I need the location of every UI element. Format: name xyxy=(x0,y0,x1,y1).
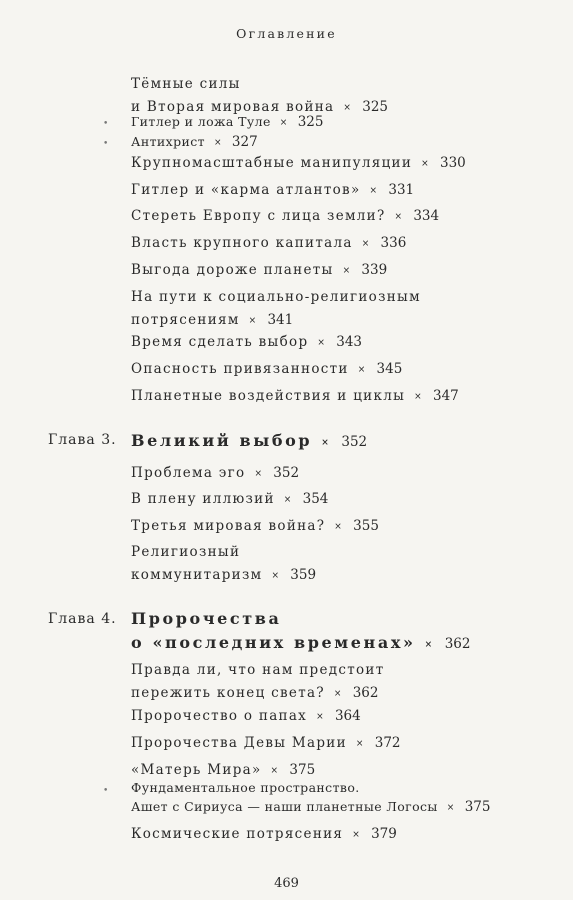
page-number: 362 xyxy=(352,685,379,701)
toc-entry: Тёмные силы и Вторая мировая война × 325 xyxy=(131,76,389,115)
page-number: 347 xyxy=(432,388,459,404)
page-number: 343 xyxy=(336,334,363,350)
toc-entry: Третья мировая война? × 355 xyxy=(131,518,379,534)
toc-entry: Религиозный коммунитаризм × 359 xyxy=(131,544,317,583)
toc-entry: Фундаментальное пространство. Ашет с Сириуса — наши планетные Логосы × 375 xyxy=(131,780,491,815)
toc-entry: Крупномасштабные манипуляции × 330 xyxy=(131,155,466,171)
page-number: 364 xyxy=(334,708,361,724)
toc-entry: Стереть Европу с лица земли? × 334 xyxy=(131,208,440,224)
page-number: 339 xyxy=(361,262,388,278)
page-number: 345 xyxy=(376,361,403,377)
toc-entry: Космические потрясения × 379 xyxy=(131,826,397,842)
bullet-marker: • xyxy=(103,119,109,129)
page-number: 372 xyxy=(374,735,401,751)
toc-entry: Опасность привязанности × 345 xyxy=(131,361,403,377)
toc-entry: Планетные воздействия и циклы × 347 xyxy=(131,388,459,404)
page-number: 334 xyxy=(413,208,440,224)
page-number: 330 xyxy=(439,155,466,171)
page-number: 375 xyxy=(289,762,316,778)
toc-entry: Пророчества Девы Марии × 372 xyxy=(131,735,401,751)
chapter-3-title: Великий выбор × 352 xyxy=(131,431,368,450)
toc-entry: Власть крупного капитала × 336 xyxy=(131,235,407,251)
page-number: 341 xyxy=(267,312,294,328)
running-head: Оглавление xyxy=(236,26,337,41)
toc-entry: На пути к социально-религиозным потрясениям × 341 xyxy=(131,289,421,328)
page-number: 362 xyxy=(444,636,471,652)
toc-entry: «Матерь Мира» × 375 xyxy=(131,762,316,778)
page-number: 355 xyxy=(353,518,379,534)
page-number: 375 xyxy=(464,799,491,815)
page-number: 325 xyxy=(362,99,389,115)
chapter-4-title: Пророчества о «последних временах» × 362 xyxy=(131,609,471,652)
chapter-3-label: Глава 3. xyxy=(48,432,117,448)
page-number: 379 xyxy=(371,826,397,842)
toc-entry: Выгода дороже планеты × 339 xyxy=(131,262,388,278)
toc-entry: В плену иллюзий × 354 xyxy=(131,491,329,507)
page-number: 336 xyxy=(380,235,407,251)
page-folio: 469 xyxy=(274,876,299,891)
toc-entry: Время сделать выбор × 343 xyxy=(131,334,363,350)
toc-entry: Гитлер и ложа Туле × 325 xyxy=(131,114,324,130)
toc-entry: Пророчество о папах × 364 xyxy=(131,708,361,724)
page-number: 352 xyxy=(341,434,368,450)
page-number: 325 xyxy=(297,114,324,130)
bullet-marker: • xyxy=(103,786,109,796)
bullet-marker: • xyxy=(103,139,109,149)
toc-entry: Антихрист × 327 xyxy=(131,134,258,150)
toc-entry: Проблема эго × 352 xyxy=(131,465,300,481)
page-number: 331 xyxy=(388,182,415,198)
toc-entry: Правда ли, что нам предстоит пережить конец света? × 362 xyxy=(131,662,385,701)
page-number: 352 xyxy=(273,465,300,481)
chapter-4-label: Глава 4. xyxy=(48,611,117,627)
page-number: 327 xyxy=(231,134,258,150)
page-number: 359 xyxy=(290,567,317,583)
toc-entry: Гитлер и «карма атлантов» × 331 xyxy=(131,182,415,198)
page-number: 354 xyxy=(302,491,329,507)
